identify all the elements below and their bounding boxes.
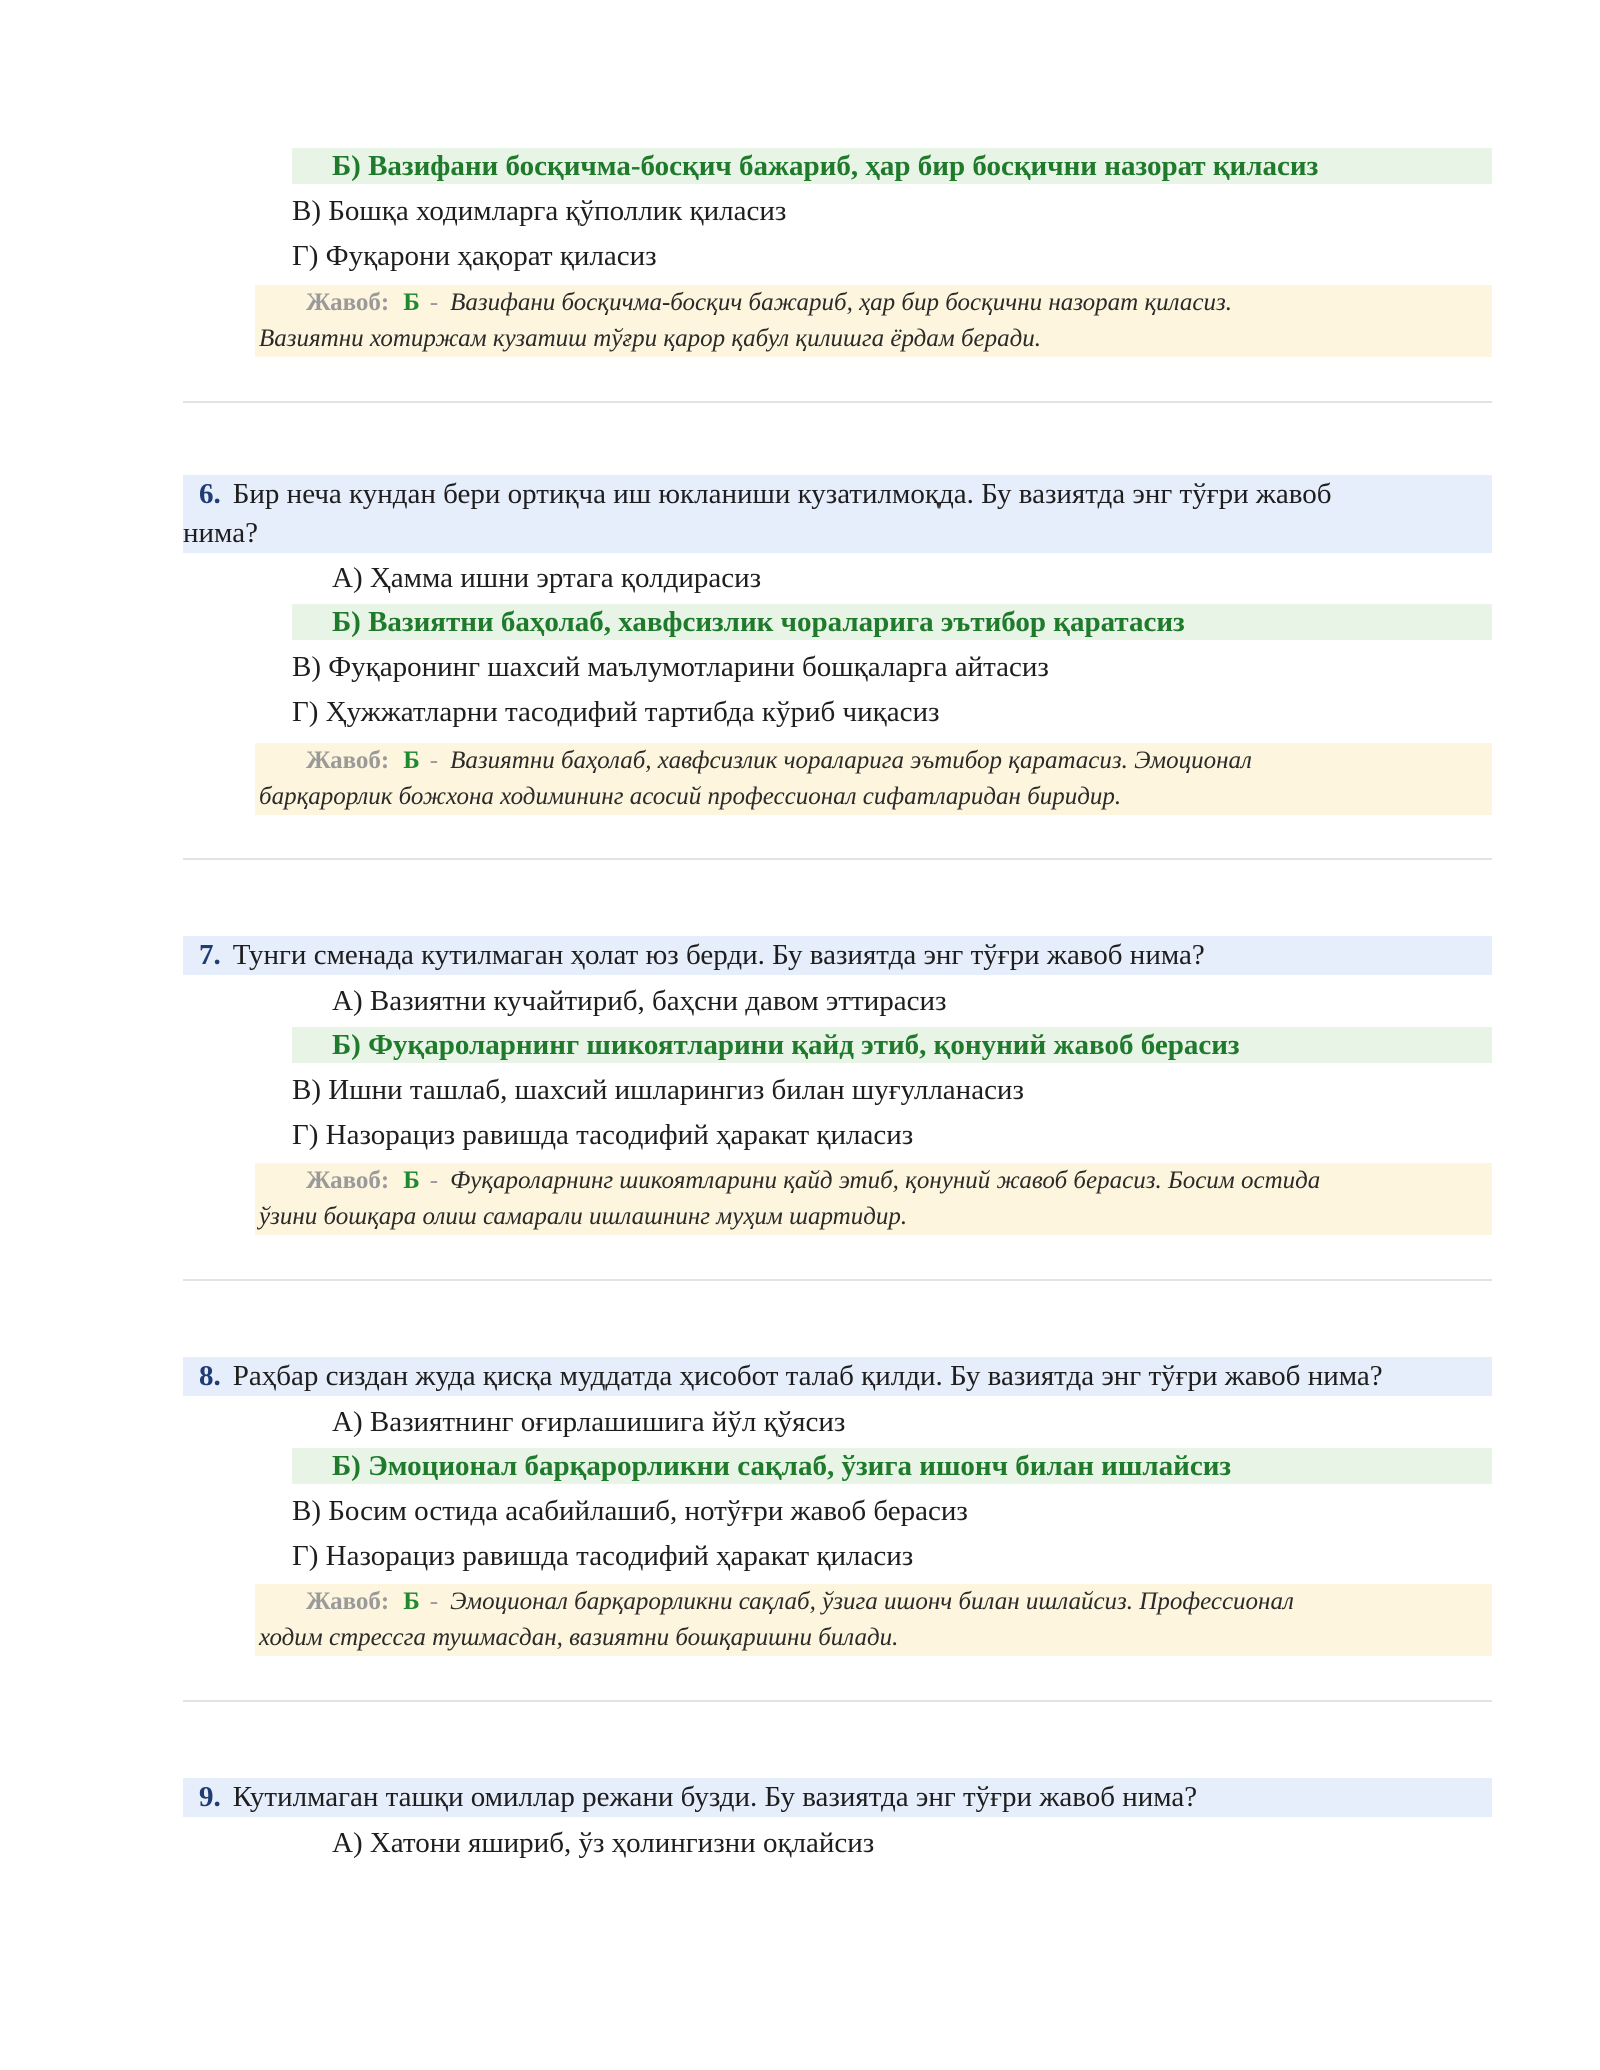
question-number: 6. xyxy=(199,478,221,510)
answer-box xyxy=(255,1163,1492,1235)
answer-line-1 xyxy=(259,1163,1492,1199)
answer-label: Жавоб: xyxy=(306,1588,390,1615)
separator xyxy=(183,858,1492,860)
answer-text: Вазиятни баҳолаб, хавфсизлик чораларига эътибор қаратасиз. Эмоционал xyxy=(450,747,1252,774)
answer-box xyxy=(255,1584,1492,1656)
option-g: Г) Фуқарони ҳақорат қиласиз xyxy=(292,240,657,272)
correct-option: Б) Вазиятни баҳолаб, хавфсизлик чораларига эътибор қаратасиз xyxy=(292,604,1492,640)
separator xyxy=(183,1700,1492,1702)
separator xyxy=(183,1279,1492,1281)
question-7 xyxy=(183,936,1492,975)
answer-line-2: барқарорлик божхона ходимининг асосий профессионал сифатларидан биридир. xyxy=(259,783,1122,810)
correct-option: Б) Фуқароларнинг шикоятларини қайд этиб, қонуний жавоб берасиз xyxy=(292,1027,1492,1063)
answer-text: Эмоционал барқарорликни сақлаб, ўзига ишонч билан ишлайсиз. Профессионал xyxy=(450,1588,1294,1615)
separator xyxy=(183,401,1492,403)
answer-dash: - xyxy=(429,289,439,316)
question-6-line-1 xyxy=(199,475,1492,514)
correct-option: Б) Эмоционал барқарорликни сақлаб, ўзига ишонч билан ишлайсиз xyxy=(292,1448,1492,1484)
question-text: Бир неча кундан бери ортиқча иш юкланиши кузатилмоқда. Бу вазиятда энг тўғри жавоб xyxy=(232,478,1332,510)
answer-box xyxy=(255,743,1492,815)
option-g: Г) Назорациз равишда тасодифий ҳаракат қиласиз xyxy=(292,1540,914,1572)
option-a: А) Хатони яшириб, ўз ҳолингизни оқлайсиз xyxy=(332,1827,875,1859)
question-9 xyxy=(183,1778,1492,1817)
option-a: А) Вазиятнинг оғирлашишига йўл қўясиз xyxy=(332,1406,846,1438)
option-v: В) Босим остида асабийлашиб, нотўғри жавоб берасиз xyxy=(292,1495,968,1527)
answer-line-1 xyxy=(259,743,1492,779)
answer-label: Жавоб: xyxy=(306,289,390,316)
answer-dash: - xyxy=(429,1588,439,1615)
question-number: 7. xyxy=(199,939,221,971)
answer-label: Жавоб: xyxy=(306,1167,390,1194)
answer-letter: Б xyxy=(403,289,420,316)
option-v: В) Ишни ташлаб, шахсий ишларингиз билан шуғулланасиз xyxy=(292,1074,1024,1106)
answer-label: Жавоб: xyxy=(306,747,390,774)
answer-dash: - xyxy=(429,1167,439,1194)
answer-box xyxy=(255,285,1492,357)
answer-line-1 xyxy=(259,285,1492,321)
answer-letter: Б xyxy=(403,1167,420,1194)
correct-option: Б) Вазифани босқичма-босқич бажариб, ҳар бир босқични назорат қиласиз xyxy=(292,148,1492,184)
question-text: Тунги сменада кутилмаган ҳолат юз берди. Бу вазиятда энг тўғри жавоб нима? xyxy=(232,939,1205,971)
answer-line-2: Вазиятни хотиржам кузатиш тўғри қарор қабул қилишга ёрдам беради. xyxy=(259,325,1042,352)
question-number: 8. xyxy=(199,1360,221,1392)
answer-dash: - xyxy=(429,747,439,774)
question-text: Кутилмаган ташқи омиллар режани бузди. Бу вазиятда энг тўғри жавоб нима? xyxy=(232,1781,1198,1813)
option-a: А) Ҳамма ишни эртага қолдирасиз xyxy=(332,562,762,594)
option-g: Г) Назорациз равишда тасодифий ҳаракат қиласиз xyxy=(292,1119,914,1151)
option-g: Г) Ҳужжатларни тасодифий тартибда кўриб чиқасиз xyxy=(292,696,940,728)
option-v: В) Бошқа ходимларга қўполлик қиласиз xyxy=(292,195,787,227)
question-number: 9. xyxy=(199,1781,221,1813)
answer-text: Фуқароларнинг шикоятларини қайд этиб, қонуний жавоб берасиз. Босим остида xyxy=(450,1167,1321,1194)
answer-letter: Б xyxy=(403,1588,420,1615)
question-6 xyxy=(183,475,1492,553)
answer-line-2: ходим стрессга тушмасдан, вазиятни бошқаришни билади. xyxy=(259,1624,899,1651)
answer-letter: Б xyxy=(403,747,420,774)
question-text: Раҳбар сиздан жуда қисқа муддатда ҳисобот талаб қилди. Бу вазиятда энг тўғри жавоб нима? xyxy=(232,1360,1383,1392)
option-a: А) Вазиятни кучайтириб, баҳсни давом эттирасиз xyxy=(332,985,947,1017)
option-v: В) Фуқаронинг шахсий маълумотларини бошқаларга айтасиз xyxy=(292,651,1049,683)
question-8 xyxy=(183,1357,1492,1396)
question-6-line-2: нима? xyxy=(183,517,258,549)
answer-line-1 xyxy=(259,1584,1492,1620)
answer-line-2: ўзини бошқара олиш самарали ишлашнинг муҳим шартидир. xyxy=(259,1203,908,1230)
answer-text: Вазифани босқичма-босқич бажариб, ҳар бир босқични назорат қиласиз. xyxy=(450,289,1232,316)
